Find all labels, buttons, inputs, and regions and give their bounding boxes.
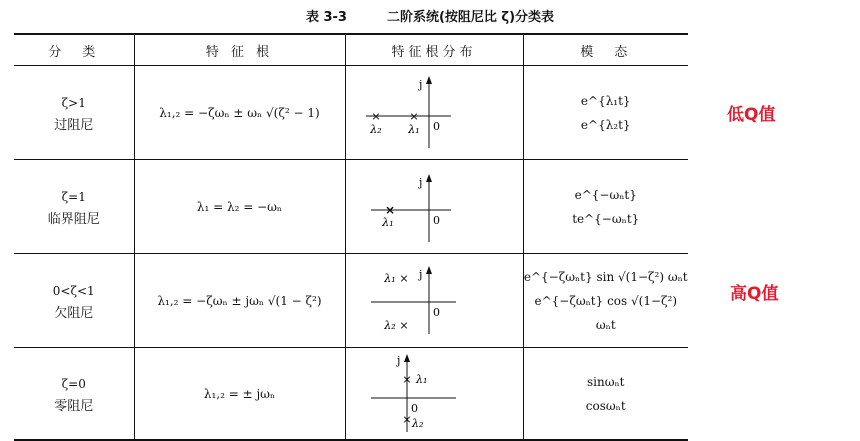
damping-name: 临界阻尼 bbox=[47, 212, 100, 227]
roots-cell bbox=[134, 254, 345, 348]
damping-condition: ζ=0 bbox=[61, 377, 86, 391]
class-cell bbox=[14, 160, 134, 254]
roots-formula: λ₁ = λ₂ = −ωₙ bbox=[196, 199, 283, 214]
root-label-lambda2: λ₂ bbox=[369, 123, 382, 136]
distribution-cell bbox=[345, 348, 523, 441]
root-marker: × bbox=[408, 110, 419, 123]
root-plane-plot bbox=[346, 348, 524, 436]
roots-formula: λ₁,₂ = ± jωₙ bbox=[203, 386, 276, 401]
origin-label: 0 bbox=[432, 306, 440, 319]
damping-name: 过阻尼 bbox=[54, 118, 94, 133]
mode-expression: e^{λ₂t} bbox=[580, 117, 631, 132]
root-label-lambda1: λ₁ bbox=[407, 123, 420, 136]
header-row bbox=[14, 34, 688, 66]
modes-cell bbox=[523, 66, 688, 160]
root-marker: × bbox=[370, 110, 381, 123]
distribution-cell bbox=[345, 66, 523, 160]
caption-number: 表 3-3 bbox=[305, 10, 347, 25]
damping-classification-table bbox=[14, 33, 688, 441]
root-marker: × bbox=[401, 373, 412, 386]
roots-formula: λ₁,₂ = −ζωₙ ± jωₙ √(1 − ζ²) bbox=[157, 293, 322, 308]
distribution-cell bbox=[345, 160, 523, 254]
roots-cell bbox=[134, 66, 345, 160]
class-cell bbox=[14, 348, 134, 441]
mode-expression: sinωₙt bbox=[586, 374, 625, 389]
mode-expression: e^{λ₁t} bbox=[580, 93, 631, 108]
header-modes: 模 态 bbox=[523, 34, 688, 66]
root-plane-plot bbox=[346, 66, 524, 156]
header-classification: 分 类 bbox=[14, 34, 134, 66]
damping-name: 欠阻尼 bbox=[54, 306, 94, 321]
imag-label: j bbox=[418, 176, 422, 189]
damping-name: 零阻尼 bbox=[54, 399, 94, 414]
imag-axis-arrow bbox=[426, 174, 432, 182]
imag-label: j bbox=[418, 78, 422, 91]
root-label-lambda2: λ₂ bbox=[411, 417, 423, 430]
root-label-lambda1: λ₁ bbox=[415, 373, 427, 386]
distribution-cell bbox=[345, 254, 523, 348]
roots-cell bbox=[134, 348, 345, 441]
root-plane-plot bbox=[346, 254, 524, 344]
imag-axis-arrow bbox=[426, 76, 432, 84]
imag-axis-arrow bbox=[426, 266, 432, 274]
modes-cell bbox=[523, 160, 688, 254]
roots-cell bbox=[134, 160, 345, 254]
high-q-annotation: 高Q值 bbox=[730, 284, 779, 304]
class-cell bbox=[14, 66, 134, 160]
mode-expression: te^{−ωₙt} bbox=[572, 211, 640, 226]
table-row bbox=[14, 66, 688, 160]
root-marker: × bbox=[401, 413, 412, 426]
root-marker: × bbox=[398, 319, 409, 332]
imag-label: j bbox=[396, 354, 400, 367]
modes-cell bbox=[523, 348, 688, 441]
caption-title: 二阶系统(按阻尼比 ζ)分类表 bbox=[386, 10, 555, 25]
origin-label: 0 bbox=[432, 120, 440, 133]
modes-cell bbox=[523, 254, 688, 348]
root-label-lambda2: λ₂ bbox=[383, 319, 396, 332]
imag-label: j bbox=[418, 268, 422, 281]
damping-condition: ζ>1 bbox=[61, 96, 86, 110]
header-characteristic-roots: 特 征 根 bbox=[134, 34, 345, 66]
table-caption bbox=[0, 6, 860, 25]
table-row bbox=[14, 348, 688, 441]
table-row bbox=[14, 254, 688, 348]
mode-expression: e^{−ζωₙt} sin √(1−ζ²) ωₙt bbox=[523, 269, 688, 284]
imag-axis-arrow bbox=[404, 354, 410, 362]
low-q-annotation: 低Q值 bbox=[727, 105, 776, 125]
mode-expression: e^{−ωₙt} bbox=[574, 187, 637, 202]
damping-condition: ζ=1 bbox=[61, 190, 86, 204]
mode-expression: e^{−ζωₙt} cos √(1−ζ²) ωₙt bbox=[534, 293, 678, 332]
root-label-lambda1: λ₁ bbox=[383, 272, 396, 285]
root-label-lambda1: λ₁ bbox=[381, 216, 394, 229]
origin-label: 0 bbox=[432, 214, 440, 227]
roots-formula: λ₁,₂ = −ζωₙ ± ωₙ √(ζ² − 1) bbox=[159, 105, 320, 120]
header-root-distribution: 特征根分布 bbox=[345, 34, 523, 66]
root-plane-plot bbox=[346, 160, 524, 250]
mode-expression: cosωₙt bbox=[585, 398, 626, 413]
damping-condition: 0<ζ<1 bbox=[52, 284, 95, 298]
root-marker: × bbox=[398, 272, 409, 285]
origin-label: 0 bbox=[410, 402, 418, 415]
table-row bbox=[14, 160, 688, 254]
class-cell bbox=[14, 254, 134, 348]
double-root-marker: × bbox=[384, 203, 395, 217]
